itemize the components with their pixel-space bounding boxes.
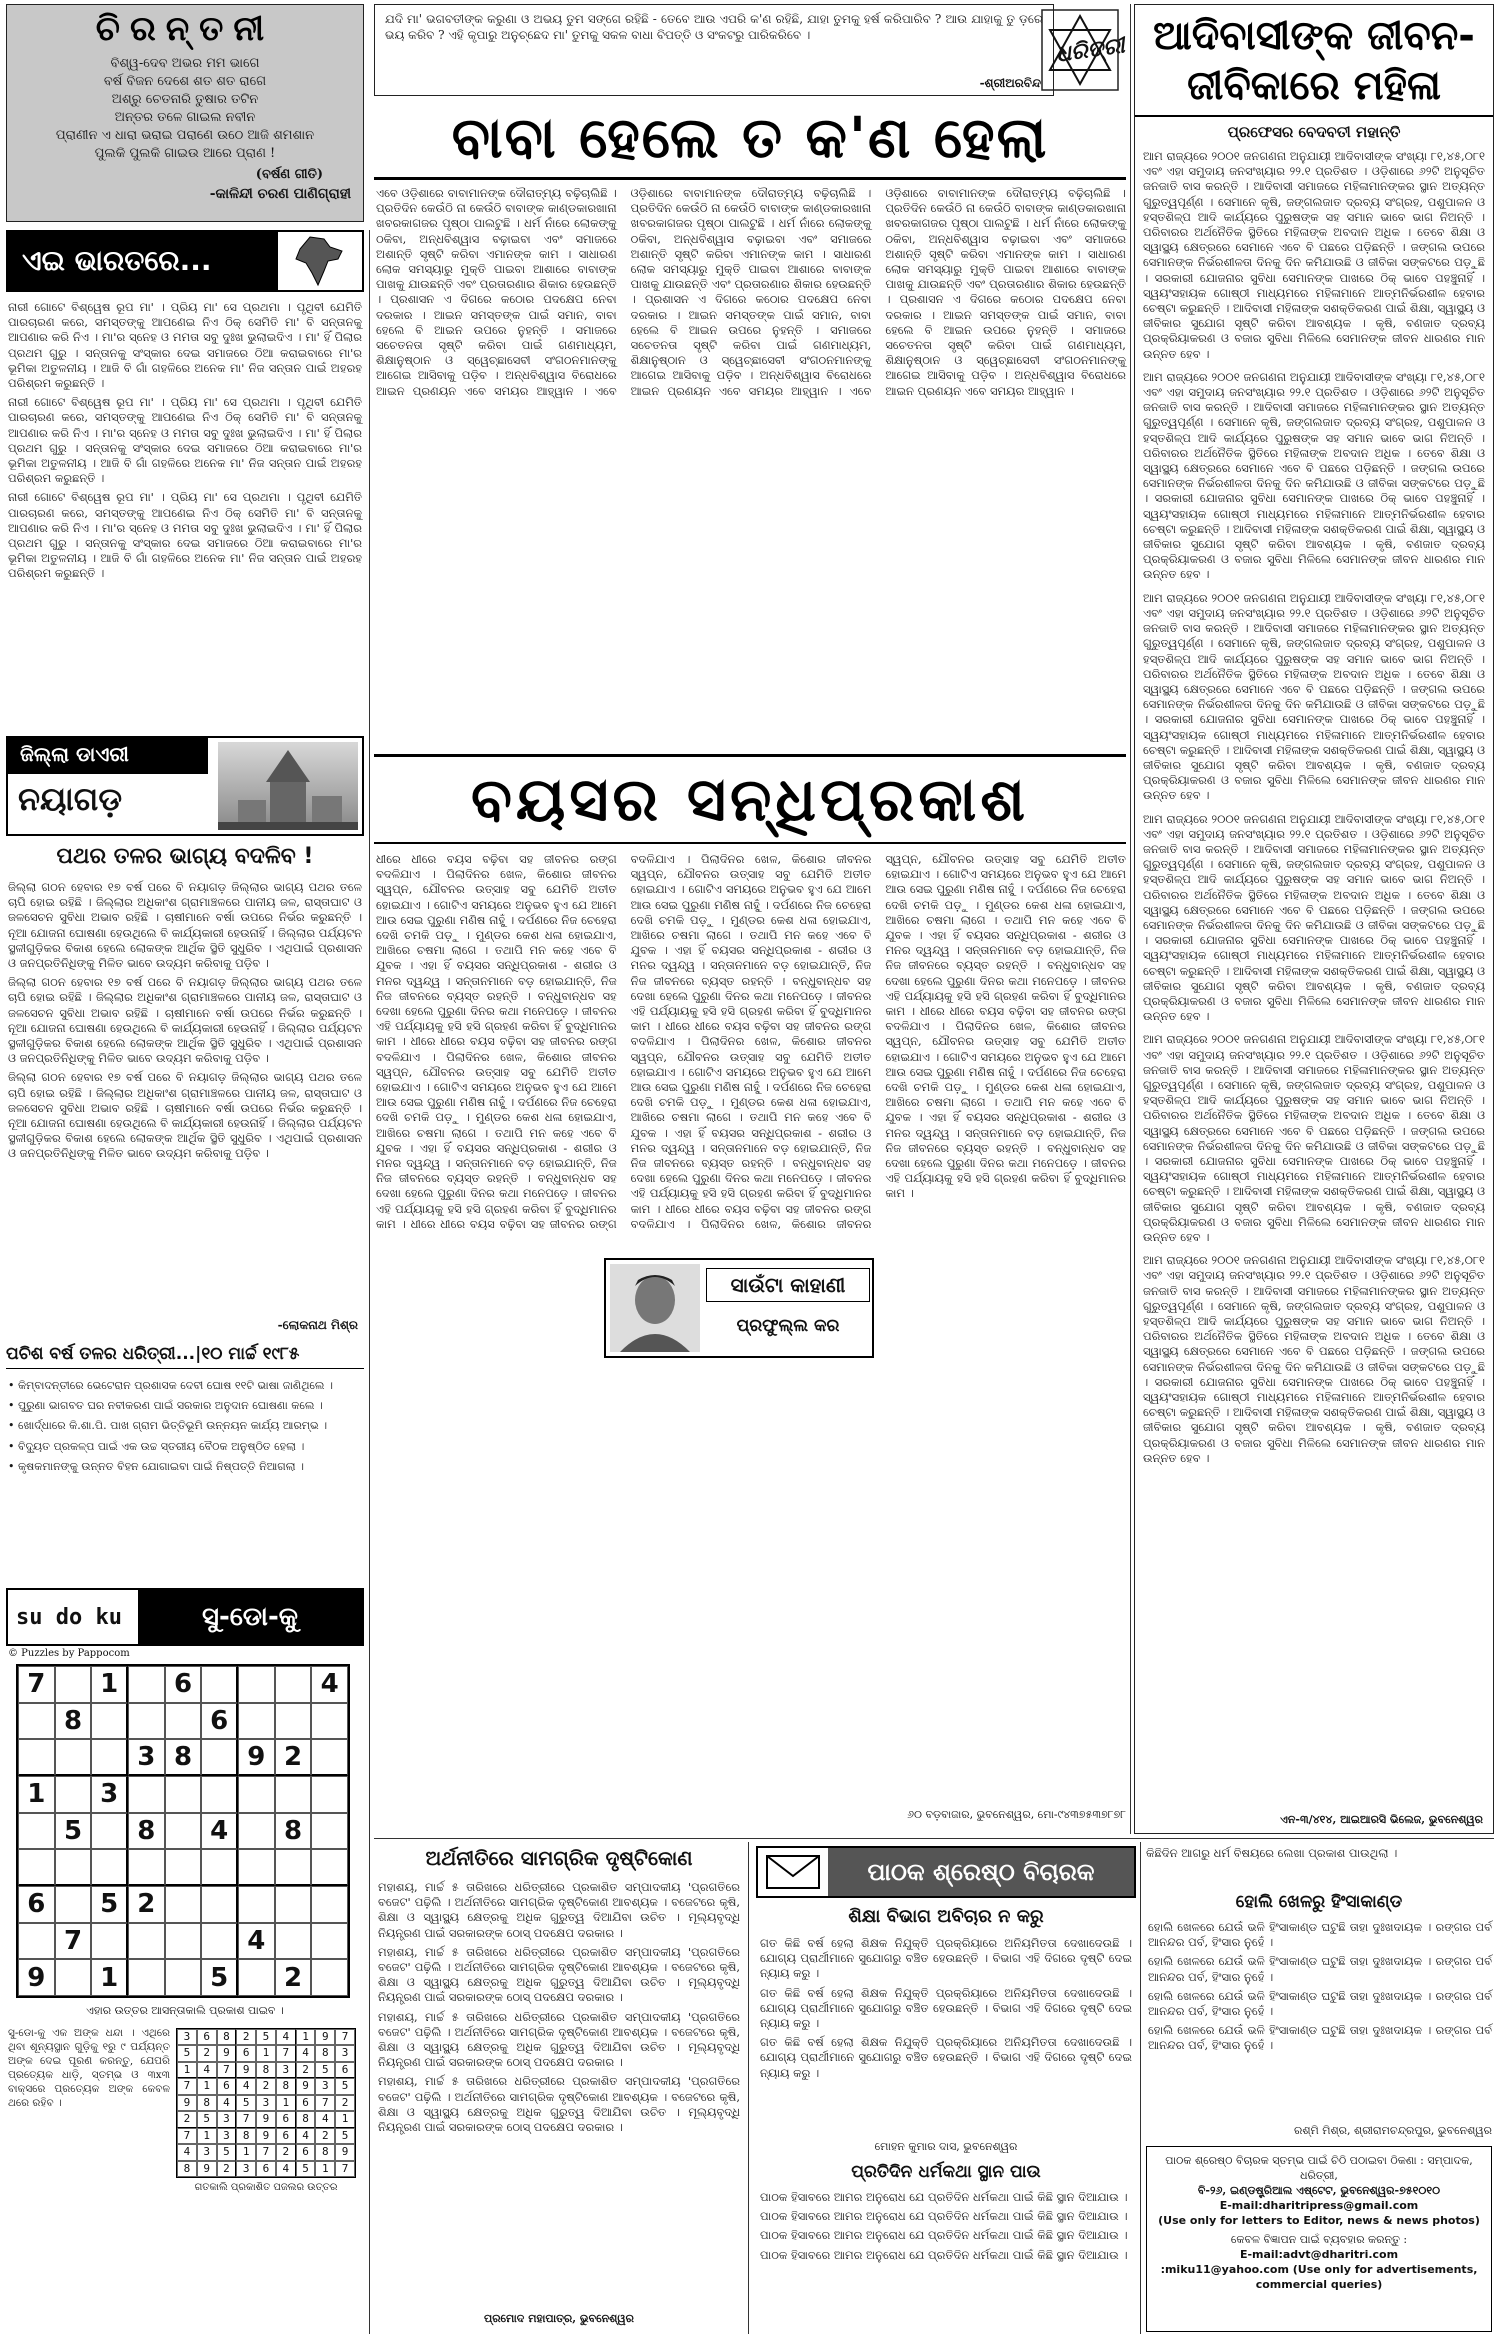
sudoku-cell[interactable]	[238, 1886, 275, 1923]
solution-cell: 7	[177, 2128, 197, 2144]
top-quote-box	[374, 4, 1054, 96]
sudoku-cell[interactable]	[275, 1886, 312, 1923]
solution-cell: 2	[256, 2078, 276, 2094]
sudoku-title-or: ସୁ-ଡୋ-କୁ	[138, 1590, 362, 1644]
sudoku-cell[interactable]: 5	[201, 1959, 238, 1996]
solution-cell: 7	[236, 2111, 256, 2127]
solution-cell: 5	[177, 2045, 197, 2061]
solution-cell: 2	[177, 2111, 197, 2127]
sudoku-cell[interactable]	[165, 1959, 202, 1996]
sudoku-cell[interactable]: 5	[55, 1813, 92, 1850]
sudoku-credit: © Puzzles by Pappocom	[8, 1648, 130, 1659]
sudoku-cell[interactable]	[201, 1849, 238, 1886]
sudoku-cell[interactable]	[238, 1849, 275, 1886]
education-text: ଗତ କିଛି ବର୍ଷ ହେଲା ଶିକ୍ଷକ ନିଯୁକ୍ତି ପ୍ରକ୍ରିୟାରେ ଅନିୟମିତତା ଦେଖାଦେଉଛି । ଯୋଗ୍ୟ ପ୍ରାର୍ଥୀମାନେ ସୁଯୋଗରୁ ବଞ୍ଚିତ ହେଉଛନ୍ତି । ବିଭାଗ ଏହି ଦିଗରେ ଦୃଷ୍ଟି ଦେଇ ନ୍ୟାୟ କରୁ । ଗତ କିଛି ବର୍ଷ ହେଲା ଶିକ୍ଷକ ନିଯୁକ୍ତି ପ୍ରକ୍ରିୟାରେ ଅନିୟମିତତା ଦେଖାଦେଉଛି । ଯୋଗ୍ୟ ପ୍ରାର୍ଥୀମାନେ ସୁଯୋଗରୁ ବଞ୍ଚିତ ହେଉଛନ୍ତି । ବିଭାଗ ଏହି ଦିଗରେ ଦୃଷ୍ଟି ଦେଇ ନ୍ୟାୟ କରୁ । ଗତ କିଛି ବର୍ଷ ହେଲା ଶିକ୍ଷକ ନିଯୁକ୍ତି ପ୍ରକ୍ରିୟାରେ ଅନିୟମିତତା ଦେଖାଦେଉଛି । ଯୋଗ୍ୟ ପ୍ରାର୍ଥୀମାନେ ସୁଯୋଗରୁ ବଞ୍ଚିତ ହେଉଛନ୍ତି । ବିଭାଗ ଏହି ଦିଗରେ ଦୃଷ୍ଟି ଦେଇ ନ୍ୟାୟ କରୁ ।	[760, 1936, 1132, 2080]
sudoku-cell[interactable]	[128, 1923, 165, 1960]
ei-bharata-title: ଏଇ ଭାରତରେ...	[8, 232, 278, 290]
solution-cell: 2	[315, 2128, 335, 2144]
solution-cell: 9	[217, 2045, 237, 2061]
sudoku-cell[interactable]: 4	[201, 1813, 238, 1850]
district-diary-label: ଜିଲ୍ଲା ଡାଏରୀ	[8, 738, 208, 774]
reader-header	[756, 1846, 1136, 1898]
sudoku-cell[interactable]	[201, 1886, 238, 1923]
sudoku-cell[interactable]: 2	[275, 1959, 312, 1996]
sudoku-cell[interactable]	[165, 1849, 202, 1886]
sudoku-cell[interactable]: 5	[91, 1886, 128, 1923]
sudoku-solution-label: ଗତକାଲି ପ୍ରକାଶିତ ପଜଲର ଉତ୍ତର	[194, 2182, 338, 2193]
sudoku-cell[interactable]	[91, 1849, 128, 1886]
sudoku-cell[interactable]	[128, 1776, 165, 1813]
solution-cell: 6	[197, 2029, 217, 2045]
solution-cell: 3	[236, 2161, 256, 2177]
sudoku-cell[interactable]	[275, 1849, 312, 1886]
tribal-author: ପ୍ରଫେସର ବେଦବତୀ ମହାନ୍ତି	[1227, 123, 1401, 141]
sudoku-cell[interactable]	[311, 1739, 348, 1776]
solution-cell: 6	[256, 2161, 276, 2177]
solution-cell: 7	[217, 2062, 237, 2078]
sudoku-cell[interactable]	[128, 1959, 165, 1996]
sudoku-cell[interactable]	[91, 1703, 128, 1740]
solution-cell: 6	[276, 2128, 296, 2144]
holi-author: ରଶ୍ମି ମିଶ୍ର, ଶ୍ରୀରାମଚନ୍ଦ୍ରପୁର, ଭୁବନେଶ୍ୱର	[1294, 2124, 1492, 2137]
poem-title: ଚିରନ୍ତନୀ	[95, 9, 275, 49]
age-headline-box	[374, 754, 1126, 844]
solution-cell: 7	[276, 2045, 296, 2061]
solution-cell: 5	[335, 2128, 355, 2144]
solution-cell: 9	[236, 2062, 256, 2078]
masthead-logo: ଧରିତ୍ରୀ	[1054, 32, 1126, 68]
sudoku-cell[interactable]: 1	[91, 1959, 128, 1996]
archive-item: • ବିଦ୍ୟୁତ ପ୍ରକଳ୍ପ ପାଇଁ ଏକ ଉଚ୍ଚ ସ୍ତରୀୟ ବୈଠକ ଅନୁଷ୍ଠିତ ହେଲା ।	[8, 1439, 305, 1453]
solution-cell: 7	[256, 2144, 276, 2160]
sudoku-cell[interactable]	[55, 1959, 92, 1996]
solution-cell: 2	[217, 2161, 237, 2177]
sudoku-cell[interactable]: 8	[55, 1703, 92, 1740]
solution-cell: 4	[315, 2111, 335, 2127]
sudoku-cell[interactable]	[311, 1886, 348, 1923]
education-author: ମୋହନ କୁମାର ଦାସ, ଭୁବନେଶ୍ୱର	[874, 2140, 1018, 2153]
sudoku-cell[interactable]	[128, 1849, 165, 1886]
star-emblem-icon	[1040, 8, 1120, 92]
sudoku-header	[6, 1588, 364, 1646]
sudoku-cell[interactable]	[201, 1923, 238, 1960]
solution-cell: 6	[236, 2045, 256, 2061]
author-photo	[610, 1264, 700, 1352]
sudoku-cell[interactable]	[311, 1923, 348, 1960]
sudoku-cell[interactable]	[18, 1703, 55, 1740]
archive-item: • ପୁରୁଣା ଭାଗବତ ଘର ନବୀକରଣ ପାଇଁ ସରକାର ଅନୁଦାନ ଘୋଷଣା କଲେ ।	[8, 1399, 323, 1413]
sudoku-cell[interactable]	[165, 1923, 202, 1960]
solution-cell: 4	[177, 2144, 197, 2160]
solution-cell: 7	[315, 2095, 335, 2111]
advt-email-link[interactable]: E-mail:advt@dharitri.com	[1239, 2248, 1399, 2261]
story-inset	[604, 1258, 874, 1358]
solution-cell: 8	[177, 2161, 197, 2177]
solution-cell: 1	[296, 2029, 316, 2045]
archive-title: ପଚିଶ ବର୍ଷ ତଳର ଧରିତ୍ରୀ...|୧୦ ମାର୍ଚ୍ଚ ୧୯୮୫	[6, 1344, 364, 1369]
solution-cell: 2	[335, 2095, 355, 2111]
sudoku-cell[interactable]: 6	[165, 1666, 202, 1703]
sudoku-cell[interactable]	[201, 1776, 238, 1813]
sudoku-cell[interactable]	[18, 1923, 55, 1960]
main-article-text: ଏବେ ଓଡ଼ିଶାରେ ବାବାମାନଙ୍କ ଦୌରାତ୍ମ୍ୟ ବଢ଼ିଚାଲିଛି । ପ୍ରତିଦିନ କେଉଁଠି ନା କେଉଁଠି ବାବାଙ୍କ କାଣ୍ଡକାରଖାନା ଖବରକାଗଜର ପୃଷ୍ଠା ପାଲଟୁଛି । ଧର୍ମ ନାଁରେ ଲୋକଙ୍କୁ ଠକିବା, ଅନ୍ଧବିଶ୍ୱାସ ବଢ଼ାଇବା ଏବଂ ସମାଜରେ ଅଶାନ୍ତି ସୃଷ୍ଟି କରିବା ଏମାନଙ୍କ କାମ । ସାଧାରଣ ଲୋକ ସମସ୍ୟାରୁ ମୁକ୍ତି ପାଇବା ଆଶାରେ ବାବାଙ୍କ ପାଖକୁ ଯାଉଛନ୍ତି ଏବଂ ପ୍ରତାରଣାର ଶିକାର ହେଉଛନ୍ତି । ପ୍ରଶାସନ ଏ ଦିଗରେ କଠୋର ପଦକ୍ଷେପ ନେବା ଦରକାର । ଆଇନ ସମସ୍ତଙ୍କ ପାଇଁ ସମାନ, ବାବା ହେଲେ ବି ଆଇନ ଉପରେ ନୁହନ୍ତି । ସମାଜରେ ସଚେତନତା ସୃଷ୍ଟି କରିବା ପାଇଁ ଗଣମାଧ୍ୟମ, ଶିକ୍ଷାନୁଷ୍ଠାନ ଓ ସ୍ୱେଚ୍ଛାସେବୀ ସଂଗଠନମାନଙ୍କୁ ଆଗେଇ ଆସିବାକୁ ପଡ଼ିବ । ଅନ୍ଧବିଶ୍ୱାସ ବିରୋଧରେ ଆଇନ ପ୍ରଣୟନ ଏବେ ସମୟର ଆହ୍ୱାନ । ଏବେ ଓଡ଼ିଶାରେ ବାବାମାନଙ୍କ ଦୌରାତ୍ମ୍ୟ ବଢ଼ିଚାଲିଛି । ପ୍ରତିଦିନ କେଉଁଠି ନା କେଉଁଠି ବାବାଙ୍କ କାଣ୍ଡକାରଖାନା ଖବରକାଗଜର ପୃଷ୍ଠା ପାଲଟୁଛି । ଧର୍ମ ନାଁରେ ଲୋକଙ୍କୁ ଠକିବା, ଅନ୍ଧବିଶ୍ୱାସ ବଢ଼ାଇବା ଏବଂ ସମାଜରେ ଅଶାନ୍ତି ସୃଷ୍ଟି କରିବା ଏମାନଙ୍କ କାମ । ସାଧାରଣ ଲୋକ ସମସ୍ୟାରୁ ମୁକ୍ତି ପାଇବା ଆଶାରେ ବାବାଙ୍କ ପାଖକୁ ଯାଉଛନ୍ତି ଏବଂ ପ୍ରତାରଣାର ଶିକାର ହେଉଛନ୍ତି । ପ୍ରଶାସନ ଏ ଦିଗରେ କଠୋର ପଦକ୍ଷେପ ନେବା ଦରକାର । ଆଇନ ସମସ୍ତଙ୍କ ପାଇଁ ସମାନ, ବାବା ହେଲେ ବି ଆଇନ ଉପରେ ନୁହନ୍ତି । ସମାଜରେ ସଚେତନତା ସୃଷ୍ଟି କରିବା ପାଇଁ ଗଣମାଧ୍ୟମ, ଶିକ୍ଷାନୁଷ୍ଠାନ ଓ ସ୍ୱେଚ୍ଛାସେବୀ ସଂଗଠନମାନଙ୍କୁ ଆଗେଇ ଆସିବାକୁ ପଡ଼ିବ । ଅନ୍ଧବିଶ୍ୱାସ ବିରୋଧରେ ଆଇନ ପ୍ରଣୟନ ଏବେ ସମୟର ଆହ୍ୱାନ । ଏବେ ଓଡ଼ିଶାରେ ବାବାମାନଙ୍କ ଦୌରାତ୍ମ୍ୟ ବଢ଼ିଚାଲିଛି । ପ୍ରତିଦିନ କେଉଁଠି ନା କେଉଁଠି ବାବାଙ୍କ କାଣ୍ଡକାରଖାନା ଖବରକାଗଜର ପୃଷ୍ଠା ପାଲଟୁଛି । ଧର୍ମ ନାଁରେ ଲୋକଙ୍କୁ ଠକିବା, ଅନ୍ଧବିଶ୍ୱାସ ବଢ଼ାଇବା ଏବଂ ସମାଜରେ ଅଶାନ୍ତି ସୃଷ୍ଟି କରିବା ଏମାନଙ୍କ କାମ । ସାଧାରଣ ଲୋକ ସମସ୍ୟାରୁ ମୁକ୍ତି ପାଇବା ଆଶାରେ ବାବାଙ୍କ ପାଖକୁ ଯାଉଛନ୍ତି ଏବଂ ପ୍ରତାରଣାର ଶିକାର ହେଉଛନ୍ତି । ପ୍ରଶାସନ ଏ ଦିଗରେ କଠୋର ପଦକ୍ଷେପ ନେବା ଦରକାର । ଆଇନ ସମସ୍ତଙ୍କ ପାଇଁ ସମାନ, ବାବା ହେଲେ ବି ଆଇନ ଉପରେ ନୁହନ୍ତି । ସମାଜରେ ସଚେତନତା ସୃଷ୍ଟି କରିବା ପାଇଁ ଗଣମାଧ୍ୟମ, ଶିକ୍ଷାନୁଷ୍ଠାନ ଓ ସ୍ୱେଚ୍ଛାସେବୀ ସଂଗଠନମାନଙ୍କୁ ଆଗେଇ ଆସିବାକୁ ପଡ଼ିବ । ଅନ୍ଧବିଶ୍ୱାସ ବିରୋଧରେ ଆଇନ ପ୍ରଣୟନ ଏବେ ସମୟର ଆହ୍ୱାନ ।	[376, 186, 1126, 398]
sudoku-cell[interactable]	[18, 1739, 55, 1776]
solution-cell: 3	[177, 2029, 197, 2045]
sudoku-cell[interactable]: 4	[238, 1923, 275, 1960]
sudoku-cell[interactable]: 7	[55, 1923, 92, 1960]
sudoku-cell[interactable]	[55, 1739, 92, 1776]
solution-cell: 9	[256, 2111, 276, 2127]
solution-cell: 8	[276, 2078, 296, 2094]
solution-cell: 6	[276, 2111, 296, 2127]
solution-cell: 4	[197, 2062, 217, 2078]
sudoku-cell[interactable]	[275, 1776, 312, 1813]
solution-cell: 9	[256, 2128, 276, 2144]
top-quote-author: -ଶ୍ରୀଅରବିନ୍ଦ	[979, 76, 1041, 90]
solution-cell: 8	[256, 2062, 276, 2078]
sudoku-cell[interactable]	[311, 1776, 348, 1813]
archive-item: • କୃଷକମାନଙ୍କୁ ଉନ୍ନତ ବିହନ ଯୋଗାଇବା ପାଇଁ ନିଷ୍ପତ୍ତି ନିଆଗଲା ।	[8, 1459, 304, 1473]
sudoku-rules: ସୁ-ଡୋ-କୁ ଏକ ଅଙ୍କ ଧନ୍ଦା । ଏଥିରେ ଥିବା ଶୂନ୍ୟସ୍ଥାନ ଗୁଡ଼ିକୁ ୧ରୁ ୯ ପର୍ଯ୍ୟନ୍ତ ଅଙ୍କ ଦେଇ ପୂରଣ କରନ୍ତୁ, ଯେପରି ପ୍ରତ୍ୟେକ ଧାଡ଼ି, ସ୍ତମ୍ଭ ଓ ୩x୩ ବାକ୍ସରେ ପ୍ରତ୍ୟେକ ଅଙ୍କ କେବଳ ଥରେ ରହିବ ।	[8, 2027, 170, 2109]
district-headline: ପଥର ତଳର ଭାଗ୍ୟ ବଦଳିବ !	[56, 844, 314, 869]
solution-cell: 5	[335, 2078, 355, 2094]
sudoku-cell[interactable]: 1	[18, 1776, 55, 1813]
main-headline: ବାବା ହେଲେ ତ କ'ଣ ହେଲା	[451, 106, 1049, 171]
solution-cell: 1	[335, 2111, 355, 2127]
sudoku-cell[interactable]	[18, 1813, 55, 1850]
main-headline-box	[374, 100, 1126, 180]
solution-cell: 8	[236, 2128, 256, 2144]
solution-cell: 3	[197, 2144, 217, 2160]
sudoku-cell[interactable]: 8	[165, 1739, 202, 1776]
sudoku-cell[interactable]	[91, 1923, 128, 1960]
poem-box	[6, 4, 364, 222]
district-text: ଜିଲ୍ଲା ଗଠନ ହେବାର ୧୭ ବର୍ଷ ପରେ ବି ନୟାଗଡ଼ ଜିଲ୍ଲାର ଭାଗ୍ୟ ପଥର ତଳେ ଚାପି ହୋଇ ରହିଛି । ଜିଲ୍ଲାର ଅଧିକାଂଶ ଗ୍ରାମାଞ୍ଚଳରେ ପାନୀୟ ଜଳ, ରାସ୍ତାଘାଟ ଓ ଜଳସେଚନ ସୁବିଧା ଅଭାବ ରହିଛି । ଚାଷୀମାନେ ବର୍ଷା ଉପରେ ନିର୍ଭର କରୁଛନ୍ତି । ନୂଆ ଯୋଜନା ଘୋଷଣା ହେଉଥିଲେ ବି କାର୍ଯ୍ୟକାରୀ ହେଉନାହିଁ । ଜିଲ୍ଲାର ପର୍ଯ୍ୟଟନ ସ୍ଥଳୀଗୁଡ଼ିକର ବିକାଶ ହେଲେ ଲୋକଙ୍କ ଆର୍ଥିକ ସ୍ଥିତି ସୁଧୁରିବ । ଏଥିପାଇଁ ପ୍ରଶାସନ ଓ ଜନପ୍ରତିନିଧିଙ୍କୁ ମିଳିତ ଭାବେ ଉଦ୍ୟମ କରିବାକୁ ପଡ଼ିବ । ଜିଲ୍ଲା ଗଠନ ହେବାର ୧୭ ବର୍ଷ ପରେ ବି ନୟାଗଡ଼ ଜିଲ୍ଲାର ଭାଗ୍ୟ ପଥର ତଳେ ଚାପି ହୋଇ ରହିଛି । ଜିଲ୍ଲାର ଅଧିକାଂଶ ଗ୍ରାମାଞ୍ଚଳରେ ପାନୀୟ ଜଳ, ରାସ୍ତାଘାଟ ଓ ଜଳସେଚନ ସୁବିଧା ଅଭାବ ରହିଛି । ଚାଷୀମାନେ ବର୍ଷା ଉପରେ ନିର୍ଭର କରୁଛନ୍ତି । ନୂଆ ଯୋଜନା ଘୋଷଣା ହେଉଥିଲେ ବି କାର୍ଯ୍ୟକାରୀ ହେଉନାହିଁ । ଜିଲ୍ଲାର ପର୍ଯ୍ୟଟନ ସ୍ଥଳୀଗୁଡ଼ିକର ବିକାଶ ହେଲେ ଲୋକଙ୍କ ଆର୍ଥିକ ସ୍ଥିତି ସୁଧୁରିବ । ଏଥିପାଇଁ ପ୍ରଶାସନ ଓ ଜନପ୍ରତିନିଧିଙ୍କୁ ମିଳିତ ଭାବେ ଉଦ୍ୟମ କରିବାକୁ ପଡ଼ିବ । ଜିଲ୍ଲା ଗଠନ ହେବାର ୧୭ ବର୍ଷ ପରେ ବି ନୟାଗଡ଼ ଜିଲ୍ଲାର ଭାଗ୍ୟ ପଥର ତଳେ ଚାପି ହୋଇ ରହିଛି । ଜିଲ୍ଲାର ଅଧିକାଂଶ ଗ୍ରାମାଞ୍ଚଳରେ ପାନୀୟ ଜଳ, ରାସ୍ତାଘାଟ ଓ ଜଳସେଚନ ସୁବିଧା ଅଭାବ ରହିଛି । ଚାଷୀମାନେ ବର୍ଷା ଉପରେ ନିର୍ଭର କରୁଛନ୍ତି । ନୂଆ ଯୋଜନା ଘୋଷଣା ହେଉଥିଲେ ବି କାର୍ଯ୍ୟକାରୀ ହେଉନାହିଁ । ଜିଲ୍ଲାର ପର୍ଯ୍ୟଟନ ସ୍ଥଳୀଗୁଡ଼ିକର ବିକାଶ ହେଲେ ଲୋକଙ୍କ ଆର୍ଥିକ ସ୍ଥିତି ସୁଧୁରିବ । ଏଥିପାଇଁ ପ୍ରଶାସନ ଓ ଜନପ୍ରତିନିଧିଙ୍କୁ ମିଳିତ ଭାବେ ଉଦ୍ୟମ କରିବାକୁ ପଡ଼ିବ ।	[8, 880, 362, 1161]
solution-cell: 9	[177, 2095, 197, 2111]
solution-cell: 3	[217, 2111, 237, 2127]
sudoku-title-en: su do ku	[16, 1604, 122, 1630]
holi-text: ହୋଲି ଖେଳରେ ଯେଉଁ ଭଳି ହିଂସାକାଣ୍ଡ ଘଟୁଛି ତାହା ଦୁଃଖଦାୟକ । ରଙ୍ଗର ପର୍ବ ଆନନ୍ଦର ପର୍ବ, ହିଂସାର ନୁହେଁ । ହୋଲି ଖେଳରେ ଯେଉଁ ଭଳି ହିଂସାକାଣ୍ଡ ଘଟୁଛି ତାହା ଦୁଃଖଦାୟକ । ରଙ୍ଗର ପର୍ବ ଆନନ୍ଦର ପର୍ବ, ହିଂସାର ନୁହେଁ । ହୋଲି ଖେଳରେ ଯେଉଁ ଭଳି ହିଂସାକାଣ୍ଡ ଘଟୁଛି ତାହା ଦୁଃଖଦାୟକ । ରଙ୍ଗର ପର୍ବ ଆନନ୍ଦର ପର୍ବ, ହିଂସାର ନୁହେଁ । ହୋଲି ଖେଳରେ ଯେଉଁ ଭଳି ହିଂସାକାଣ୍ଡ ଘଟୁଛି ତାହା ଦୁଃଖଦାୟକ । ରଙ୍ଗର ପର୍ବ ଆନନ୍ଦର ପର୍ବ, ହିଂସାର ନୁହେଁ ।	[1148, 1920, 1492, 2053]
solution-cell: 6	[335, 2062, 355, 2078]
archive-item: • ଖୋର୍ଦ୍ଧାରେ କି.ଶା.ପି. ପାଖ ଗ୍ରାମ ଭିତ୍ତିଭୂମି ଉନ୍ନୟନ କାର୍ଯ୍ୟ ଆରମ୍ଭ ।	[8, 1419, 328, 1433]
reader-title: ପାଠକ ଶ୍ରେଷ୍ଠ ବିଚାରକ	[828, 1848, 1134, 1896]
sudoku-cell[interactable]	[91, 1739, 128, 1776]
ei-bharata-text: ନାରୀ ଗୋଟେ ବିଶ୍ୱେଷ ରୂପ ମା' । ପ୍ରିୟ ମା' ସେ ପ୍ରଥମା । ପୃଥିବୀ ଯେମିତି ପାରଚାରଣ କରେ, ସମସ୍ତଙ୍କୁ ଆପଣେଇ ନିଏ ଠିକ୍ ସେମିତି ମା' ବି ସନ୍ତାନକୁ ଆପଣାର କରି ନିଏ । ମା'ର ସ୍ନେହ ଓ ମମତା ସବୁ ଦୁଃଖ ଭୁଲାଇଦିଏ । ମା' ହିଁ ପିଲାର ପ୍ରଥମ ଗୁରୁ । ସନ୍ତାନକୁ ସଂସ୍କାର ଦେଇ ସମାଜରେ ଠିଆ କରାଇବାରେ ମା'ର ଭୂମିକା ଅତୁଳନୀୟ । ଆଜି ବି ଗାଁ ଗହଳିରେ ଅନେକ ମା' ନିଜ ସନ୍ତାନ ପାଇଁ ଅହରହ ପରିଶ୍ରମ କରୁଛନ୍ତି । ନାରୀ ଗୋଟେ ବିଶ୍ୱେଷ ରୂପ ମା' । ପ୍ରିୟ ମା' ସେ ପ୍ରଥମା । ପୃଥିବୀ ଯେମିତି ପାରଚାରଣ କରେ, ସମସ୍ତଙ୍କୁ ଆପଣେଇ ନିଏ ଠିକ୍ ସେମିତି ମା' ବି ସନ୍ତାନକୁ ଆପଣାର କରି ନିଏ । ମା'ର ସ୍ନେହ ଓ ମମତା ସବୁ ଦୁଃଖ ଭୁଲାଇଦିଏ । ମା' ହିଁ ପିଲାର ପ୍ରଥମ ଗୁରୁ । ସନ୍ତାନକୁ ସଂସ୍କାର ଦେଇ ସମାଜରେ ଠିଆ କରାଇବାରେ ମା'ର ଭୂମିକା ଅତୁଳନୀୟ । ଆଜି ବି ଗାଁ ଗହଳିରେ ଅନେକ ମା' ନିଜ ସନ୍ତାନ ପାଇଁ ଅହରହ ପରିଶ୍ରମ କରୁଛନ୍ତି । ନାରୀ ଗୋଟେ ବିଶ୍ୱେଷ ରୂପ ମା' । ପ୍ରିୟ ମା' ସେ ପ୍ରଥମା । ପୃଥିବୀ ଯେମିତି ପାରଚାରଣ କରେ, ସମସ୍ତଙ୍କୁ ଆପଣେଇ ନିଏ ଠିକ୍ ସେମିତି ମା' ବି ସନ୍ତାନକୁ ଆପଣାର କରି ନିଏ । ମା'ର ସ୍ନେହ ଓ ମମତା ସବୁ ଦୁଃଖ ଭୁଲାଇଦିଏ । ମା' ହିଁ ପିଲାର ପ୍ରଥମ ଗୁରୁ । ସନ୍ତାନକୁ ସଂସ୍କାର ଦେଇ ସମାଜରେ ଠିଆ କରାଇବାରେ ମା'ର ଭୂମିକା ଅତୁଳନୀୟ । ଆଜି ବି ଗାଁ ଗହଳିରେ ଅନେକ ମା' ନିଜ ସନ୍ତାନ ପାଇଁ ଅହରହ ପରିଶ୍ରମ କରୁଛନ୍ତି ।	[8, 300, 362, 581]
sudoku-cell[interactable]: 9	[238, 1739, 275, 1776]
solution-cell: 5	[197, 2111, 217, 2127]
sudoku-cell[interactable]: 4	[311, 1666, 348, 1703]
solution-cell: 4	[276, 2029, 296, 2045]
india-map-icon	[278, 233, 358, 289]
sudoku-cell[interactable]	[201, 1666, 238, 1703]
sudoku-cell[interactable]: 1	[91, 1666, 128, 1703]
solution-cell: 3	[276, 2062, 296, 2078]
district-name: ନୟାଗଡ଼	[18, 780, 123, 818]
solution-cell: 4	[296, 2128, 316, 2144]
tribal-text: ଆମ ରାଜ୍ୟରେ ୨୦୦୧ ଜନଗଣନା ଅନୁଯାୟୀ ଆଦିବାସୀଙ୍କ ସଂଖ୍ୟା ୮୧,୪୫,୦୮୧ ଏବଂ ଏହା ସମୁଦାୟ ଜନସଂଖ୍ୟାର ୨୨.୧ ପ୍ରତିଶତ । ଓଡ଼ିଶାରେ ୬୨ଟି ଅନୁସୂଚିତ ଜନଜାତି ବାସ କରନ୍ତି । ଆଦିବାସୀ ସମାଜରେ ମହିଳାମାନଙ୍କର ସ୍ଥାନ ଅତ୍ୟନ୍ତ ଗୁରୁତ୍ୱପୂର୍ଣ୍ଣ । ସେମାନେ କୃଷି, ଜଙ୍ଗଲଜାତ ଦ୍ରବ୍ୟ ସଂଗ୍ରହ, ପଶୁପାଳନ ଓ ହସ୍ତଶିଳ୍ପ ଆଦି କାର୍ଯ୍ୟରେ ପୁରୁଷଙ୍କ ସହ ସମାନ ଭାବେ ଭାଗ ନିଅନ୍ତି । ପରିବାରର ଅର୍ଥନୈତିକ ସ୍ଥିତିରେ ମହିଳାଙ୍କ ଅବଦାନ ଅଧିକ । ତେବେ ଶିକ୍ଷା ଓ ସ୍ୱାସ୍ଥ୍ୟ କ୍ଷେତ୍ରରେ ସେମାନେ ଏବେ ବି ପଛରେ ପଡ଼ିଛନ୍ତି । ଜଙ୍ଗଲ ଉପରେ ସେମାନଙ୍କ ନିର୍ଭରଶୀଳତା ଦିନକୁ ଦିନ କମିଯାଉଛି ଓ ଜୀବିକା ସଙ୍କଟରେ ପଡ଼ୁଛି । ସରକାରୀ ଯୋଜନାର ସୁବିଧା ସେମାନଙ୍କ ପାଖରେ ଠିକ୍ ଭାବେ ପହଞ୍ଚୁନାହିଁ । ସ୍ୱୟଂସହାୟକ ଗୋଷ୍ଠୀ ମାଧ୍ୟମରେ ମହିଳାମାନେ ଆତ୍ମନିର୍ଭରଶୀଳ ହେବାର ଚେଷ୍ଟା କରୁଛନ୍ତି । ଆଦିବାସୀ ମହିଳାଙ୍କ ସଶକ୍ତିକରଣ ପାଇଁ ଶିକ୍ଷା, ସ୍ୱାସ୍ଥ୍ୟ ଓ ଜୀବିକାର ସୁଯୋଗ ସୃଷ୍ଟି କରିବା ଆବଶ୍ୟକ । କୃଷି, ବଣଜାତ ଦ୍ରବ୍ୟ ପ୍ରକ୍ରିୟାକରଣ ଓ ବଜାର ସୁବିଧା ମିଳିଲେ ସେମାନଙ୍କ ଜୀବନ ଧାରଣର ମାନ ଉନ୍ନତ ହେବ । ଆମ ରାଜ୍ୟରେ ୨୦୦୧ ଜନଗଣନା ଅନୁଯାୟୀ ଆଦିବାସୀଙ୍କ ସଂଖ୍ୟା ୮୧,୪୫,୦୮୧ ଏବଂ ଏହା ସମୁଦାୟ ଜନସଂଖ୍ୟାର ୨୨.୧ ପ୍ରତିଶତ । ଓଡ଼ିଶାରେ ୬୨ଟି ଅନୁସୂଚିତ ଜନଜାତି ବାସ କରନ୍ତି । ଆଦିବାସୀ ସମାଜରେ ମହିଳାମାନଙ୍କର ସ୍ଥାନ ଅତ୍ୟନ୍ତ ଗୁରୁତ୍ୱପୂର୍ଣ୍ଣ । ସେମାନେ କୃଷି, ଜଙ୍ଗଲଜାତ ଦ୍ରବ୍ୟ ସଂଗ୍ରହ, ପଶୁପାଳନ ଓ ହସ୍ତଶିଳ୍ପ ଆଦି କାର୍ଯ୍ୟରେ ପୁରୁଷଙ୍କ ସହ ସମାନ ଭାବେ ଭାଗ ନିଅନ୍ତି । ପରିବାରର ଅର୍ଥନୈତିକ ସ୍ଥିତିରେ ମହିଳାଙ୍କ ଅବଦାନ ଅଧିକ । ତେବେ ଶିକ୍ଷା ଓ ସ୍ୱାସ୍ଥ୍ୟ କ୍ଷେତ୍ରରେ ସେମାନେ ଏବେ ବି ପଛରେ ପଡ଼ିଛନ୍ତି । ଜଙ୍ଗଲ ଉପରେ ସେମାନଙ୍କ ନିର୍ଭରଶୀଳତା ଦିନକୁ ଦିନ କମିଯାଉଛି ଓ ଜୀବିକା ସଙ୍କଟରେ ପଡ଼ୁଛି । ସରକାରୀ ଯୋଜନାର ସୁବିଧା ସେମାନଙ୍କ ପାଖରେ ଠିକ୍ ଭାବେ ପହଞ୍ଚୁନାହିଁ । ସ୍ୱୟଂସହାୟକ ଗୋଷ୍ଠୀ ମାଧ୍ୟମରେ ମହିଳାମାନେ ଆତ୍ମନିର୍ଭରଶୀଳ ହେବାର ଚେଷ୍ଟା କରୁଛନ୍ତି । ଆଦିବାସୀ ମହିଳାଙ୍କ ସଶକ୍ତିକରଣ ପାଇଁ ଶିକ୍ଷା, ସ୍ୱାସ୍ଥ୍ୟ ଓ ଜୀବିକାର ସୁଯୋଗ ସୃଷ୍ଟି କରିବା ଆବଶ୍ୟକ । କୃଷି, ବଣଜାତ ଦ୍ରବ୍ୟ ପ୍ରକ୍ରିୟାକରଣ ଓ ବଜାର ସୁବିଧା ମିଳିଲେ ସେମାନଙ୍କ ଜୀବନ ଧାରଣର ମାନ ଉନ୍ନତ ହେବ । ଆମ ରାଜ୍ୟରେ ୨୦୦୧ ଜନଗଣନା ଅନୁଯାୟୀ ଆଦିବାସୀଙ୍କ ସଂଖ୍ୟା ୮୧,୪୫,୦୮୧ ଏବଂ ଏହା ସମୁଦାୟ ଜନସଂଖ୍ୟାର ୨୨.୧ ପ୍ରତିଶତ । ଓଡ଼ିଶାରେ ୬୨ଟି ଅନୁସୂଚିତ ଜନଜାତି ବାସ କରନ୍ତି । ଆଦିବାସୀ ସମାଜରେ ମହିଳାମାନଙ୍କର ସ୍ଥାନ ଅତ୍ୟନ୍ତ ଗୁରୁତ୍ୱପୂର୍ଣ୍ଣ । ସେମାନେ କୃଷି, ଜଙ୍ଗଲଜାତ ଦ୍ରବ୍ୟ ସଂଗ୍ରହ, ପଶୁପାଳନ ଓ ହସ୍ତଶିଳ୍ପ ଆଦି କାର୍ଯ୍ୟରେ ପୁରୁଷଙ୍କ ସହ ସମାନ ଭାବେ ଭାଗ ନିଅନ୍ତି । ପରିବାରର ଅର୍ଥନୈତିକ ସ୍ଥିତିରେ ମହିଳାଙ୍କ ଅବଦାନ ଅଧିକ । ତେବେ ଶିକ୍ଷା ଓ ସ୍ୱାସ୍ଥ୍ୟ କ୍ଷେତ୍ରରେ ସେମାନେ ଏବେ ବି ପଛରେ ପଡ଼ିଛନ୍ତି । ଜଙ୍ଗଲ ଉପରେ ସେମାନଙ୍କ ନିର୍ଭରଶୀଳତା ଦିନକୁ ଦିନ କମିଯାଉଛି ଓ ଜୀବିକା ସଙ୍କଟରେ ପଡ଼ୁଛି । ସରକାରୀ ଯୋଜନାର ସୁବିଧା ସେମାନଙ୍କ ପାଖରେ ଠିକ୍ ଭାବେ ପହଞ୍ଚୁନାହିଁ । ସ୍ୱୟଂସହାୟକ ଗୋଷ୍ଠୀ ମାଧ୍ୟମରେ ମହିଳାମାନେ ଆତ୍ମନିର୍ଭରଶୀଳ ହେବାର ଚେଷ୍ଟା କରୁଛନ୍ତି । ଆଦିବାସୀ ମହିଳାଙ୍କ ସଶକ୍ତିକରଣ ପାଇଁ ଶିକ୍ଷା, ସ୍ୱାସ୍ଥ୍ୟ ଓ ଜୀବିକାର ସୁଯୋଗ ସୃଷ୍ଟି କରିବା ଆବଶ୍ୟକ । କୃଷି, ବଣଜାତ ଦ୍ରବ୍ୟ ପ୍ରକ୍ରିୟାକରଣ ଓ ବଜାର ସୁବିଧା ମିଳିଲେ ସେମାନଙ୍କ ଜୀବନ ଧାରଣର ମାନ ଉନ୍ନତ ହେବ । ଆମ ରାଜ୍ୟରେ ୨୦୦୧ ଜନଗଣନା ଅନୁଯାୟୀ ଆଦିବାସୀଙ୍କ ସଂଖ୍ୟା ୮୧,୪୫,୦୮୧ ଏବଂ ଏହା ସମୁଦାୟ ଜନସଂଖ୍ୟାର ୨୨.୧ ପ୍ରତିଶତ । ଓଡ଼ିଶାରେ ୬୨ଟି ଅନୁସୂଚିତ ଜନଜାତି ବାସ କରନ୍ତି । ଆଦିବାସୀ ସମାଜରେ ମହିଳାମାନଙ୍କର ସ୍ଥାନ ଅତ୍ୟନ୍ତ ଗୁରୁତ୍ୱପୂର୍ଣ୍ଣ । ସେମାନେ କୃଷି, ଜଙ୍ଗଲଜାତ ଦ୍ରବ୍ୟ ସଂଗ୍ରହ, ପଶୁପାଳନ ଓ ହସ୍ତଶିଳ୍ପ ଆଦି କାର୍ଯ୍ୟରେ ପୁରୁଷଙ୍କ ସହ ସମାନ ଭାବେ ଭାଗ ନିଅନ୍ତି । ପରିବାରର ଅର୍ଥନୈତିକ ସ୍ଥିତିରେ ମହିଳାଙ୍କ ଅବଦାନ ଅଧିକ । ତେବେ ଶିକ୍ଷା ଓ ସ୍ୱାସ୍ଥ୍ୟ କ୍ଷେତ୍ରରେ ସେମାନେ ଏବେ ବି ପଛରେ ପଡ଼ିଛନ୍ତି । ଜଙ୍ଗଲ ଉପରେ ସେମାନଙ୍କ ନିର୍ଭରଶୀଳତା ଦିନକୁ ଦିନ କମିଯାଉଛି ଓ ଜୀବିକା ସଙ୍କଟରେ ପଡ଼ୁଛି । ସରକାରୀ ଯୋଜନାର ସୁବିଧା ସେମାନଙ୍କ ପାଖରେ ଠିକ୍ ଭାବେ ପହଞ୍ଚୁନାହିଁ । ସ୍ୱୟଂସହାୟକ ଗୋଷ୍ଠୀ ମାଧ୍ୟମରେ ମହିଳାମାନେ ଆତ୍ମନିର୍ଭରଶୀଳ ହେବାର ଚେଷ୍ଟା କରୁଛନ୍ତି । ଆଦିବାସୀ ମହିଳାଙ୍କ ସଶକ୍ତିକରଣ ପାଇଁ ଶିକ୍ଷା, ସ୍ୱାସ୍ଥ୍ୟ ଓ ଜୀବିକାର ସୁଯୋଗ ସୃଷ୍ଟି କରିବା ଆବଶ୍ୟକ । କୃଷି, ବଣଜାତ ଦ୍ରବ୍ୟ ପ୍ରକ୍ରିୟାକରଣ ଓ ବଜାର ସୁବିଧା ମିଳିଲେ ସେମାନଙ୍କ ଜୀବନ ଧାରଣର ମାନ ଉନ୍ନତ ହେବ । ଆମ ରାଜ୍ୟରେ ୨୦୦୧ ଜନଗଣନା ଅନୁଯାୟୀ ଆଦିବାସୀଙ୍କ ସଂଖ୍ୟା ୮୧,୪୫,୦୮୧ ଏବଂ ଏହା ସମୁଦାୟ ଜନସଂଖ୍ୟାର ୨୨.୧ ପ୍ରତିଶତ । ଓଡ଼ିଶାରେ ୬୨ଟି ଅନୁସୂଚିତ ଜନଜାତି ବାସ କରନ୍ତି । ଆଦିବାସୀ ସମାଜରେ ମହିଳାମାନଙ୍କର ସ୍ଥାନ ଅତ୍ୟନ୍ତ ଗୁରୁତ୍ୱପୂର୍ଣ୍ଣ । ସେମାନେ କୃଷି, ଜଙ୍ଗଲଜାତ ଦ୍ରବ୍ୟ ସଂଗ୍ରହ, ପଶୁପାଳନ ଓ ହସ୍ତଶିଳ୍ପ ଆଦି କାର୍ଯ୍ୟରେ ପୁରୁଷଙ୍କ ସହ ସମାନ ଭାବେ ଭାଗ ନିଅନ୍ତି । ପରିବାରର ଅର୍ଥନୈତିକ ସ୍ଥିତିରେ ମହିଳାଙ୍କ ଅବଦାନ ଅଧିକ । ତେବେ ଶିକ୍ଷା ଓ ସ୍ୱାସ୍ଥ୍ୟ କ୍ଷେତ୍ରରେ ସେମାନେ ଏବେ ବି ପଛରେ ପଡ଼ିଛନ୍ତି । ଜଙ୍ଗଲ ଉପରେ ସେମାନଙ୍କ ନିର୍ଭରଶୀଳତା ଦିନକୁ ଦିନ କମିଯାଉଛି ଓ ଜୀବିକା ସଙ୍କଟରେ ପଡ଼ୁଛି । ସରକାରୀ ଯୋଜନାର ସୁବିଧା ସେମାନଙ୍କ ପାଖରେ ଠିକ୍ ଭାବେ ପହଞ୍ଚୁନାହିଁ । ସ୍ୱୟଂସହାୟକ ଗୋଷ୍ଠୀ ମାଧ୍ୟମରେ ମହିଳାମାନେ ଆତ୍ମନିର୍ଭରଶୀଳ ହେବାର ଚେଷ୍ଟା କରୁଛନ୍ତି । ଆଦିବାସୀ ମହିଳାଙ୍କ ସଶକ୍ତିକରଣ ପାଇଁ ଶିକ୍ଷା, ସ୍ୱାସ୍ଥ୍ୟ ଓ ଜୀବିକାର ସୁଯୋଗ ସୃଷ୍ଟି କରିବା ଆବଶ୍ୟକ । କୃଷି, ବଣଜାତ ଦ୍ରବ୍ୟ ପ୍ରକ୍ରିୟାକରଣ ଓ ବଜାର ସୁବିଧା ମିଳିଲେ ସେମାନଙ୍କ ଜୀବନ ଧାରଣର ମାନ ଉନ୍ନତ ହେବ । ଆମ ରାଜ୍ୟରେ ୨୦୦୧ ଜନଗଣନା ଅନୁଯାୟୀ ଆଦିବାସୀଙ୍କ ସଂଖ୍ୟା ୮୧,୪୫,୦୮୧ ଏବଂ ଏହା ସମୁଦାୟ ଜନସଂଖ୍ୟାର ୨୨.୧ ପ୍ରତିଶତ । ଓଡ଼ିଶାରେ ୬୨ଟି ଅନୁସୂଚିତ ଜନଜାତି ବାସ କରନ୍ତି । ଆଦିବାସୀ ସମାଜରେ ମହିଳାମାନଙ୍କର ସ୍ଥାନ ଅତ୍ୟନ୍ତ ଗୁରୁତ୍ୱପୂର୍ଣ୍ଣ । ସେମାନେ କୃଷି, ଜଙ୍ଗଲଜାତ ଦ୍ରବ୍ୟ ସଂଗ୍ରହ, ପଶୁପାଳନ ଓ ହସ୍ତଶିଳ୍ପ ଆଦି କାର୍ଯ୍ୟରେ ପୁରୁଷଙ୍କ ସହ ସମାନ ଭାବେ ଭାଗ ନିଅନ୍ତି । ପରିବାରର ଅର୍ଥନୈତିକ ସ୍ଥିତିରେ ମହିଳାଙ୍କ ଅବଦାନ ଅଧିକ । ତେବେ ଶିକ୍ଷା ଓ ସ୍ୱାସ୍ଥ୍ୟ କ୍ଷେତ୍ରରେ ସେମାନେ ଏବେ ବି ପଛରେ ପଡ଼ିଛନ୍ତି । ଜଙ୍ଗଲ ଉପରେ ସେମାନଙ୍କ ନିର୍ଭରଶୀଳତା ଦିନକୁ ଦିନ କମିଯାଉଛି ଓ ଜୀବିକା ସଙ୍କଟରେ ପଡ଼ୁଛି । ସରକାରୀ ଯୋଜନାର ସୁବିଧା ସେମାନଙ୍କ ପାଖରେ ଠିକ୍ ଭାବେ ପହଞ୍ଚୁନାହିଁ । ସ୍ୱୟଂସହାୟକ ଗୋଷ୍ଠୀ ମାଧ୍ୟମରେ ମହିଳାମାନେ ଆତ୍ମନିର୍ଭରଶୀଳ ହେବାର ଚେଷ୍ଟା କରୁଛନ୍ତି । ଆଦିବାସୀ ମହିଳାଙ୍କ ସଶକ୍ତିକରଣ ପାଇଁ ଶିକ୍ଷା, ସ୍ୱାସ୍ଥ୍ୟ ଓ ଜୀବିକାର ସୁଯୋଗ ସୃଷ୍ଟି କରିବା ଆବଶ୍ୟକ । କୃଷି, ବଣଜାତ ଦ୍ରବ୍ୟ ପ୍ରକ୍ରିୟାକରଣ ଓ ବଜାର ସୁବିଧା ମିଳିଲେ ସେମାନଙ୍କ ଜୀବନ ଧାରଣର ମାନ ଉନ୍ନତ ହେବ ।	[1143, 149, 1485, 1465]
tribal-article	[1134, 4, 1494, 1834]
solution-cell: 5	[256, 2029, 276, 2045]
solution-cell: 4	[217, 2095, 237, 2111]
holi-headline: ହୋଲି ଖେଳରୁ ହିଂସାକାଣ୍ଡ	[1235, 1892, 1403, 1912]
solution-cell: 3	[217, 2128, 237, 2144]
sudoku-cell[interactable]	[165, 1813, 202, 1850]
age-address: ୬୦ ବଡ଼ବାଜାର, ଭୁବନେଶ୍ୱର, ମୋ-୯୪୩୭୫୩୭୮୭୮	[907, 1808, 1126, 1821]
contact-box: ପାଠକ ଶ୍ରେଷ୍ଠ ବିଚାରକ ସ୍ତମ୍ଭ ପାଇଁ ଚିଠି ପଠାଇବା ଠିକଣା : ସମ୍ପାଦକ, ଧରିତ୍ରୀ, ବି-୨୬, ଇଣ୍ଡଷ୍ଟ୍ରିଆଲ ଏଷ୍ଟେଟ, ଭୁବନେଶ୍ୱର-୭୫୧୦୧୦ E-mail:dharitripress@gmail.com (Use only for letters to Editor, news & news photos) କେବଳ ବିଜ୍ଞାପନ ପାଇଁ ବ୍ୟବହାର କରନ୍ତୁ : E-mail:advt@dharitri.com :miku11@yahoo.com (Use only for advertisements, commercial queries)	[1146, 2146, 1492, 2332]
sudoku-cell[interactable]: 8	[275, 1813, 312, 1850]
solution-cell: 8	[217, 2029, 237, 2045]
solution-cell: 3	[256, 2095, 276, 2111]
archive-list	[8, 1378, 362, 1584]
solution-cell: 9	[315, 2029, 335, 2045]
sudoku-cell[interactable]	[238, 1813, 275, 1850]
solution-cell: 2	[197, 2045, 217, 2061]
religion-text: ପାଠକ ହିସାବରେ ଆମର ଅନୁରୋଧ ଯେ ପ୍ରତିଦିନ ଧର୍ମକଥା ପାଇଁ କିଛି ସ୍ଥାନ ଦିଆଯାଉ । ପାଠକ ହିସାବରେ ଆମର ଅନୁରୋଧ ଯେ ପ୍ରତିଦିନ ଧର୍ମକଥା ପାଇଁ କିଛି ସ୍ଥାନ ଦିଆଯାଉ । ପାଠକ ହିସାବରେ ଆମର ଅନୁରୋଧ ଯେ ପ୍ରତିଦିନ ଧର୍ମକଥା ପାଇଁ କିଛି ସ୍ଥାନ ଦିଆଯାଉ । ପାଠକ ହିସାବରେ ଆମର ଅନୁରୋଧ ଯେ ପ୍ରତିଦିନ ଧର୍ମକଥା ପାଇଁ କିଛି ସ୍ଥାନ ଦିଆଯାଉ ।	[760, 2190, 1128, 2262]
sudoku-cell[interactable]	[238, 1703, 275, 1740]
ei-bharata-banner	[6, 230, 364, 292]
sudoku-cell[interactable]	[311, 1959, 348, 1996]
solution-cell: 5	[296, 2161, 316, 2177]
sudoku-cell[interactable]: 6	[18, 1886, 55, 1923]
solution-cell: 8	[315, 2144, 335, 2160]
sudoku-solution-grid	[176, 2028, 356, 2178]
economy-text: ମହାଶୟ, ମାର୍ଚ୍ଚ ୫ ତାରିଖରେ ଧରିତ୍ରୀରେ ପ୍ରକାଶିତ ସମ୍ପାଦକୀୟ 'ପ୍ରଗତିରେ ବଜେଟ' ପଢ଼ିଲି । ଅର୍ଥନୀତିରେ ସାମଗ୍ରିକ ଦୃଷ୍ଟିକୋଣ ଆବଶ୍ୟକ । ବଜେଟରେ କୃଷି, ଶିକ୍ଷା ଓ ସ୍ୱାସ୍ଥ୍ୟ କ୍ଷେତ୍ରକୁ ଅଧିକ ଗୁରୁତ୍ୱ ଦିଆଯିବା ଉଚିତ । ମୂଲ୍ୟବୃଦ୍ଧି ନିୟନ୍ତ୍ରଣ ପାଇଁ ସରକାରଙ୍କ ଠୋସ୍ ପଦକ୍ଷେପ ଦରକାର । ମହାଶୟ, ମାର୍ଚ୍ଚ ୫ ତାରିଖରେ ଧରିତ୍ରୀରେ ପ୍ରକାଶିତ ସମ୍ପାଦକୀୟ 'ପ୍ରଗତିରେ ବଜେଟ' ପଢ଼ିଲି । ଅର୍ଥନୀତିରେ ସାମଗ୍ରିକ ଦୃଷ୍ଟିକୋଣ ଆବଶ୍ୟକ । ବଜେଟରେ କୃଷି, ଶିକ୍ଷା ଓ ସ୍ୱାସ୍ଥ୍ୟ କ୍ଷେତ୍ରକୁ ଅଧିକ ଗୁରୁତ୍ୱ ଦିଆଯିବା ଉଚିତ । ମୂଲ୍ୟବୃଦ୍ଧି ନିୟନ୍ତ୍ରଣ ପାଇଁ ସରକାରଙ୍କ ଠୋସ୍ ପଦକ୍ଷେପ ଦରକାର । ମହାଶୟ, ମାର୍ଚ୍ଚ ୫ ତାରିଖରେ ଧରିତ୍ରୀରେ ପ୍ରକାଶିତ ସମ୍ପାଦକୀୟ 'ପ୍ରଗତିରେ ବଜେଟ' ପଢ଼ିଲି । ଅର୍ଥନୀତିରେ ସାମଗ୍ରିକ ଦୃଷ୍ଟିକୋଣ ଆବଶ୍ୟକ । ବଜେଟରେ କୃଷି, ଶିକ୍ଷା ଓ ସ୍ୱାସ୍ଥ୍ୟ କ୍ଷେତ୍ରକୁ ଅଧିକ ଗୁରୁତ୍ୱ ଦିଆଯିବା ଉଚିତ । ମୂଲ୍ୟବୃଦ୍ଧି ନିୟନ୍ତ୍ରଣ ପାଇଁ ସରକାରଙ୍କ ଠୋସ୍ ପଦକ୍ଷେପ ଦରକାର । ମହାଶୟ, ମାର୍ଚ୍ଚ ୫ ତାରିଖରେ ଧରିତ୍ରୀରେ ପ୍ରକାଶିତ ସମ୍ପାଦକୀୟ 'ପ୍ରଗତିରେ ବଜେଟ' ପଢ଼ିଲି । ଅର୍ଥନୀତିରେ ସାମଗ୍ରିକ ଦୃଷ୍ଟିକୋଣ ଆବଶ୍ୟକ । ବଜେଟରେ କୃଷି, ଶିକ୍ଷା ଓ ସ୍ୱାସ୍ଥ୍ୟ କ୍ଷେତ୍ରକୁ ଅଧିକ ଗୁରୁତ୍ୱ ଦିଆଯିବା ଉଚିତ । ମୂଲ୍ୟବୃଦ୍ଧି ନିୟନ୍ତ୍ରଣ ପାଇଁ ସରକାରଙ୍କ ଠୋସ୍ ପଦକ୍ଷେପ ଦରକାର ।	[378, 1880, 740, 2135]
solution-cell: 1	[315, 2161, 335, 2177]
solution-cell: 4	[276, 2161, 296, 2177]
sudoku-cell[interactable]	[311, 1813, 348, 1850]
sudoku-cell[interactable]	[238, 1959, 275, 1996]
archive-item: • କିମ୍ବାଦନ୍ତୀରେ ଭେଟେରାନ ପ୍ରଶାସକ ଦେବୀ ଘୋଷ ୧୧ଟି ଭାଷା ଜାଣିଥିଲେ ।	[8, 1379, 333, 1392]
solution-cell: 7	[335, 2161, 355, 2177]
sudoku-cell[interactable]: 3	[91, 1776, 128, 1813]
poem-source: (ବର୍ଷଣ ଗୀତି)	[255, 167, 323, 182]
district-diary-banner	[6, 736, 364, 836]
solution-cell: 9	[335, 2144, 355, 2160]
reader-intro: କିଛିଦିନ ଆଗରୁ ଧର୍ମ ବିଷୟରେ ଲେଖା ପ୍ରକାଶ ପାଉଥିଲା ।	[1146, 1846, 1398, 1860]
solution-cell: 2	[276, 2144, 296, 2160]
poem-author: -କାଳିନ୍ଦୀ ଚରଣ ପାଣିଗ୍ରାହୀ	[209, 186, 351, 202]
solution-cell: 3	[315, 2078, 335, 2094]
solution-cell: 8	[296, 2111, 316, 2127]
tribal-footer: ଏନ-୩/୪୧୪, ଆଇଆରସି ଭିଲେଜ, ଭୁବନେଶ୍ୱର	[1280, 1813, 1483, 1826]
sudoku-cell[interactable]	[275, 1923, 312, 1960]
solution-cell: 2	[296, 2062, 316, 2078]
solution-cell: 3	[335, 2045, 355, 2061]
age-article-text: ଧୀରେ ଧୀରେ ବୟସ ବଢ଼ିବା ସହ ଜୀବନର ରଙ୍ଗ ବଦଳିଯାଏ । ପିଲାଦିନର ଖେଳ, କିଶୋର ଜୀବନର ସ୍ୱପ୍ନ, ଯୌବନର ଉତ୍ସାହ ସବୁ ଯେମିତି ଅତୀତ ହୋଇଯାଏ । ଗୋଟିଏ ସମୟରେ ଅନୁଭବ ହୁଏ ଯେ ଆମେ ଆଉ ସେଇ ପୁରୁଣା ମଣିଷ ନାହୁଁ । ଦର୍ପଣରେ ନିଜ ଚେହେରା ଦେଖି ଚମକି ପଡ଼ୁ । ମୁଣ୍ଡର କେଶ ଧଳା ହୋଇଯାଏ, ଆଖିରେ ଚଷମା ଲାଗେ । ତଥାପି ମନ କହେ ଏବେ ବି ଯୁବକ । ଏହା ହିଁ ବୟସର ସନ୍ଧିପ୍ରକାଶ - ଶରୀର ଓ ମନର ଦ୍ୱନ୍ଦ୍ୱ । ସନ୍ତାନମାନେ ବଡ଼ ହୋଇଯାନ୍ତି, ନିଜ ନିଜ ଜୀବନରେ ବ୍ୟସ୍ତ ରହନ୍ତି । ବନ୍ଧୁବାନ୍ଧବ ସହ ଦେଖା ହେଲେ ପୁରୁଣା ଦିନର କଥା ମନେପଡ଼େ । ଜୀବନର ଏହି ପର୍ଯ୍ୟାୟକୁ ହସି ହସି ଗ୍ରହଣ କରିବା ହିଁ ବୁଦ୍ଧିମାନର କାମ । ଧୀରେ ଧୀରେ ବୟସ ବଢ଼ିବା ସହ ଜୀବନର ରଙ୍ଗ ବଦଳିଯାଏ । ପିଲାଦିନର ଖେଳ, କିଶୋର ଜୀବନର ସ୍ୱପ୍ନ, ଯୌବନର ଉତ୍ସାହ ସବୁ ଯେମିତି ଅତୀତ ହୋଇଯାଏ । ଗୋଟିଏ ସମୟରେ ଅନୁଭବ ହୁଏ ଯେ ଆମେ ଆଉ ସେଇ ପୁରୁଣା ମଣିଷ ନାହୁଁ । ଦର୍ପଣରେ ନିଜ ଚେହେରା ଦେଖି ଚମକି ପଡ଼ୁ । ମୁଣ୍ଡର କେଶ ଧଳା ହୋଇଯାଏ, ଆଖିରେ ଚଷମା ଲାଗେ । ତଥାପି ମନ କହେ ଏବେ ବି ଯୁବକ । ଏହା ହିଁ ବୟସର ସନ୍ଧିପ୍ରକାଶ - ଶରୀର ଓ ମନର ଦ୍ୱନ୍ଦ୍ୱ । ସନ୍ତାନମାନେ ବଡ଼ ହୋଇଯାନ୍ତି, ନିଜ ନିଜ ଜୀବନରେ ବ୍ୟସ୍ତ ରହନ୍ତି । ବନ୍ଧୁବାନ୍ଧବ ସହ ଦେଖା ହେଲେ ପୁରୁଣା ଦିନର କଥା ମନେପଡ଼େ । ଜୀବନର ଏହି ପର୍ଯ୍ୟାୟକୁ ହସି ହସି ଗ୍ରହଣ କରିବା ହିଁ ବୁଦ୍ଧିମାନର କାମ । ଧୀରେ ଧୀରେ ବୟସ ବଢ଼ିବା ସହ ଜୀବନର ରଙ୍ଗ ବଦଳିଯାଏ । ପିଲାଦିନର ଖେଳ, କିଶୋର ଜୀବନର ସ୍ୱପ୍ନ, ଯୌବନର ଉତ୍ସାହ ସବୁ ଯେମିତି ଅତୀତ ହୋଇଯାଏ । ଗୋଟିଏ ସମୟରେ ଅନୁଭବ ହୁଏ ଯେ ଆମେ ଆଉ ସେଇ ପୁରୁଣା ମଣିଷ ନାହୁଁ । ଦର୍ପଣରେ ନିଜ ଚେହେରା ଦେଖି ଚମକି ପଡ଼ୁ । ମୁଣ୍ଡର କେଶ ଧଳା ହୋଇଯାଏ, ଆଖିରେ ଚଷମା ଲାଗେ । ତଥାପି ମନ କହେ ଏବେ ବି ଯୁବକ । ଏହା ହିଁ ବୟସର ସନ୍ଧିପ୍ରକାଶ - ଶରୀର ଓ ମନର ଦ୍ୱନ୍ଦ୍ୱ । ସନ୍ତାନମାନେ ବଡ଼ ହୋଇଯାନ୍ତି, ନିଜ ନିଜ ଜୀବନରେ ବ୍ୟସ୍ତ ରହନ୍ତି । ବନ୍ଧୁବାନ୍ଧବ ସହ ଦେଖା ହେଲେ ପୁରୁଣା ଦିନର କଥା ମନେପଡ଼େ । ଜୀବନର ଏହି ପର୍ଯ୍ୟାୟକୁ ହସି ହସି ଗ୍ରହଣ କରିବା ହିଁ ବୁଦ୍ଧିମାନର କାମ । ଧୀରେ ଧୀରେ ବୟସ ବଢ଼ିବା ସହ ଜୀବନର ରଙ୍ଗ ବଦଳିଯାଏ । ପିଲାଦିନର ଖେଳ, କିଶୋର ଜୀବନର ସ୍ୱପ୍ନ, ଯୌବନର ଉତ୍ସାହ ସବୁ ଯେମିତି ଅତୀତ ହୋଇଯାଏ । ଗୋଟିଏ ସମୟରେ ଅନୁଭବ ହୁଏ ଯେ ଆମେ ଆଉ ସେଇ ପୁରୁଣା ମଣିଷ ନାହୁଁ । ଦର୍ପଣରେ ନିଜ ଚେହେରା ଦେଖି ଚମକି ପଡ଼ୁ । ମୁଣ୍ଡର କେଶ ଧଳା ହୋଇଯାଏ, ଆଖିରେ ଚଷମା ଲାଗେ । ତଥାପି ମନ କହେ ଏବେ ବି ଯୁବକ । ଏହା ହିଁ ବୟସର ସନ୍ଧିପ୍ରକାଶ - ଶରୀର ଓ ମନର ଦ୍ୱନ୍ଦ୍ୱ । ସନ୍ତାନମାନେ ବଡ଼ ହୋଇଯାନ୍ତି, ନିଜ ନିଜ ଜୀବନରେ ବ୍ୟସ୍ତ ରହନ୍ତି । ବନ୍ଧୁବାନ୍ଧବ ସହ ଦେଖା ହେଲେ ପୁରୁଣା ଦିନର କଥା ମନେପଡ଼େ । ଜୀବନର ଏହି ପର୍ଯ୍ୟାୟକୁ ହସି ହସି ଗ୍ରହଣ କରିବା ହିଁ ବୁଦ୍ଧିମାନର କାମ । ଧୀରେ ଧୀରେ ବୟସ ବଢ଼ିବା ସହ ଜୀବନର ରଙ୍ଗ ବଦଳିଯାଏ । ପିଲାଦିନର ଖେଳ, କିଶୋର ଜୀବନର ସ୍ୱପ୍ନ, ଯୌବନର ଉତ୍ସାହ ସବୁ ଯେମିତି ଅତୀତ ହୋଇଯାଏ । ଗୋଟିଏ ସମୟରେ ଅନୁଭବ ହୁଏ ଯେ ଆମେ ଆଉ ସେଇ ପୁରୁଣା ମଣିଷ ନାହୁଁ । ଦର୍ପଣରେ ନିଜ ଚେହେରା ଦେଖି ଚମକି ପଡ଼ୁ । ମୁଣ୍ଡର କେଶ ଧଳା ହୋଇଯାଏ, ଆଖିରେ ଚଷମା ଲାଗେ । ତଥାପି ମନ କହେ ଏବେ ବି ଯୁବକ । ଏହା ହିଁ ବୟସର ସନ୍ଧିପ୍ରକାଶ - ଶରୀର ଓ ମନର ଦ୍ୱନ୍ଦ୍ୱ । ସନ୍ତାନମାନେ ବଡ଼ ହୋଇଯାନ୍ତି, ନିଜ ନିଜ ଜୀବନରେ ବ୍ୟସ୍ତ ରହନ୍ତି । ବନ୍ଧୁବାନ୍ଧବ ସହ ଦେଖା ହେଲେ ପୁରୁଣା ଦିନର କଥା ମନେପଡ଼େ । ଜୀବନର ଏହି ପର୍ଯ୍ୟାୟକୁ ହସି ହସି ଗ୍ରହଣ କରିବା ହିଁ ବୁଦ୍ଧିମାନର କାମ । ଧୀରେ ଧୀରେ ବୟସ ବଢ଼ିବା ସହ ଜୀବନର ରଙ୍ଗ ବଦଳିଯାଏ । ପିଲାଦିନର ଖେଳ, କିଶୋର ଜୀବନର ସ୍ୱପ୍ନ, ଯୌବନର ଉତ୍ସାହ ସବୁ ଯେମିତି ଅତୀତ ହୋଇଯାଏ । ଗୋଟିଏ ସମୟରେ ଅନୁଭବ ହୁଏ ଯେ ଆମେ ଆଉ ସେଇ ପୁରୁଣା ମଣିଷ ନାହୁଁ । ଦର୍ପଣରେ ନିଜ ଚେହେରା ଦେଖି ଚମକି ପଡ଼ୁ । ମୁଣ୍ଡର କେଶ ଧଳା ହୋଇଯାଏ, ଆଖିରେ ଚଷମା ଲାଗେ । ତଥାପି ମନ କହେ ଏବେ ବି ଯୁବକ । ଏହା ହିଁ ବୟସର ସନ୍ଧିପ୍ରକାଶ - ଶରୀର ଓ ମନର ଦ୍ୱନ୍ଦ୍ୱ । ସନ୍ତାନମାନେ ବଡ଼ ହୋଇଯାନ୍ତି, ନିଜ ନିଜ ଜୀବନରେ ବ୍ୟସ୍ତ ରହନ୍ତି । ବନ୍ଧୁବାନ୍ଧବ ସହ ଦେଖା ହେଲେ ପୁରୁଣା ଦିନର କଥା ମନେପଡ଼େ । ଜୀବନର ଏହି ପର୍ଯ୍ୟାୟକୁ ହସି ହସି ଗ୍ରହଣ କରିବା ହିଁ ବୁଦ୍ଧିମାନର କାମ ।	[376, 852, 1126, 1231]
sudoku-cell[interactable]	[128, 1703, 165, 1740]
solution-cell: 4	[236, 2078, 256, 2094]
solution-cell: 9	[197, 2161, 217, 2177]
sudoku-cell[interactable]	[55, 1886, 92, 1923]
story-label: ସାଉଁଟା କାହାଣୀ	[706, 1268, 870, 1302]
solution-cell: 1	[177, 2062, 197, 2078]
poem-lines: ବିଶ୍ୱ-ଦେବ ଅଭର ମମ ଭାଗେ ବର୍ଷ ବିଜନ ଦେଶେ ଶତ ଶତ ରାଗେ ଅଶ୍ରୁ ଚେତନାରି ତୁଷାର ତଟିନ ଅନ୍ତର ତଳେ ଗାଇଲ ନବୀନ ପ୍ରାଣୀନ ଏ ଧାରା ଭରାଇ ପରାଣେ ଉଠେ ଆଜି ଶମଶାନ ପୁଲକି ପୁଲକି ଗାଇଉ ଆରେ ପ୍ରାଣ !	[55, 56, 315, 161]
sudoku-cell[interactable]	[165, 1703, 202, 1740]
sudoku-cell[interactable]	[165, 1776, 202, 1813]
district-author: -ଲୋକନାଥ ମିଶ୍ର	[277, 1318, 358, 1332]
religion-headline: ପ୍ରତିଦିନ ଧର୍ମକଥା ସ୍ଥାନ ପାଉ	[851, 2162, 1041, 2182]
sudoku-cell[interactable]	[91, 1813, 128, 1850]
sudoku-grid[interactable]	[16, 1664, 350, 1998]
economy-headline: ଅର୍ଥନୀତିରେ ସାମଗ୍ରିକ ଦୃଷ୍ଟିକୋଣ	[425, 1846, 693, 1870]
editor-email-link[interactable]: E-mail:dharitripress@gmail.com	[1219, 2199, 1419, 2212]
sudoku-cell[interactable]: 7	[18, 1666, 55, 1703]
age-headline: ବୟସର ସନ୍ଧିପ୍ରକାଶ	[470, 765, 1029, 835]
sudoku-cell[interactable]	[165, 1886, 202, 1923]
solution-cell: 5	[315, 2062, 335, 2078]
solution-cell: 8	[315, 2045, 335, 2061]
solution-cell: 1	[276, 2095, 296, 2111]
sudoku-cell[interactable]: 2	[128, 1886, 165, 1923]
solution-cell: 6	[296, 2144, 316, 2160]
sudoku-cell[interactable]	[201, 1739, 238, 1776]
sudoku-cell[interactable]: 3	[128, 1739, 165, 1776]
solution-cell: 9	[296, 2078, 316, 2094]
solution-cell: 6	[296, 2095, 316, 2111]
sudoku-cell[interactable]: 8	[128, 1813, 165, 1850]
envelope-icon	[758, 1848, 828, 1896]
sudoku-cell[interactable]	[275, 1703, 312, 1740]
sudoku-cell[interactable]	[55, 1666, 92, 1703]
sudoku-cell[interactable]	[311, 1849, 348, 1886]
sudoku-cell[interactable]	[18, 1849, 55, 1886]
sudoku-answer-note: ଏହାର ଉତ୍ତର ଆସନ୍ତାକାଲି ପ୍ରକାଶ ପାଇବ ।	[86, 2004, 284, 2017]
solution-cell: 1	[197, 2128, 217, 2144]
solution-cell: 8	[197, 2095, 217, 2111]
sudoku-cell[interactable]: 2	[275, 1739, 312, 1776]
sudoku-cell[interactable]	[55, 1776, 92, 1813]
education-headline: ଶିକ୍ଷା ବିଭାଗ ଅବିଚାର ନ କରୁ	[848, 1906, 1044, 1927]
solution-cell: 4	[296, 2045, 316, 2061]
temple-photo	[218, 742, 358, 830]
solution-cell: 7	[335, 2029, 355, 2045]
solution-cell: 5	[217, 2144, 237, 2160]
sudoku-cell[interactable]	[275, 1666, 312, 1703]
sudoku-cell[interactable]	[55, 1849, 92, 1886]
sudoku-cell[interactable]	[128, 1666, 165, 1703]
tribal-headline: ଆଦିବାସୀଙ୍କ ଜୀବନ-ଜୀବିକାରେ ମହିଳା	[1135, 5, 1493, 117]
sudoku-cell[interactable]: 9	[18, 1959, 55, 1996]
solution-cell: 6	[217, 2078, 237, 2094]
sudoku-cell[interactable]	[238, 1776, 275, 1813]
sudoku-cell[interactable]	[238, 1666, 275, 1703]
solution-cell: 5	[236, 2095, 256, 2111]
solution-cell: 7	[177, 2078, 197, 2094]
solution-cell: 2	[236, 2029, 256, 2045]
economy-author: ପ୍ରମୋଦ ମହାପାତ୍ର, ଭୁବନେଶ୍ୱର	[483, 2312, 634, 2325]
solution-cell: 1	[236, 2144, 256, 2160]
sudoku-cell[interactable]	[311, 1703, 348, 1740]
solution-cell: 1	[256, 2045, 276, 2061]
story-author: ପ୍ରଫୁଲ୍ଲ କର	[736, 1316, 840, 1336]
solution-cell: 1	[197, 2078, 217, 2094]
sudoku-cell[interactable]: 6	[201, 1703, 238, 1740]
top-quote: ଯଦି ମା' ଭଗବତୀଙ୍କ କରୁଣା ଓ ଅଭୟ ତୁମ ସଙ୍ଗେ ରହିଛି - ତେବେ ଆଉ ଏପରି କ'ଣ ରହିଛି, ଯାହା ତୁମକୁ ହର୍ଷ କରିପାରିବ ? ଆଉ ଯାହାକୁ ତୁ ଡ଼ରେ ଭୟ କରିବ ? ଏହି କୃପାରୁ ଅନୁଚ୍ଛେଦ ମା' ତୁମକୁ ସକଳ ବାଧା ବିପତ୍ତି ଓ ସଂକଟରୁ ପାରିକରିବେ ।	[385, 12, 1043, 42]
